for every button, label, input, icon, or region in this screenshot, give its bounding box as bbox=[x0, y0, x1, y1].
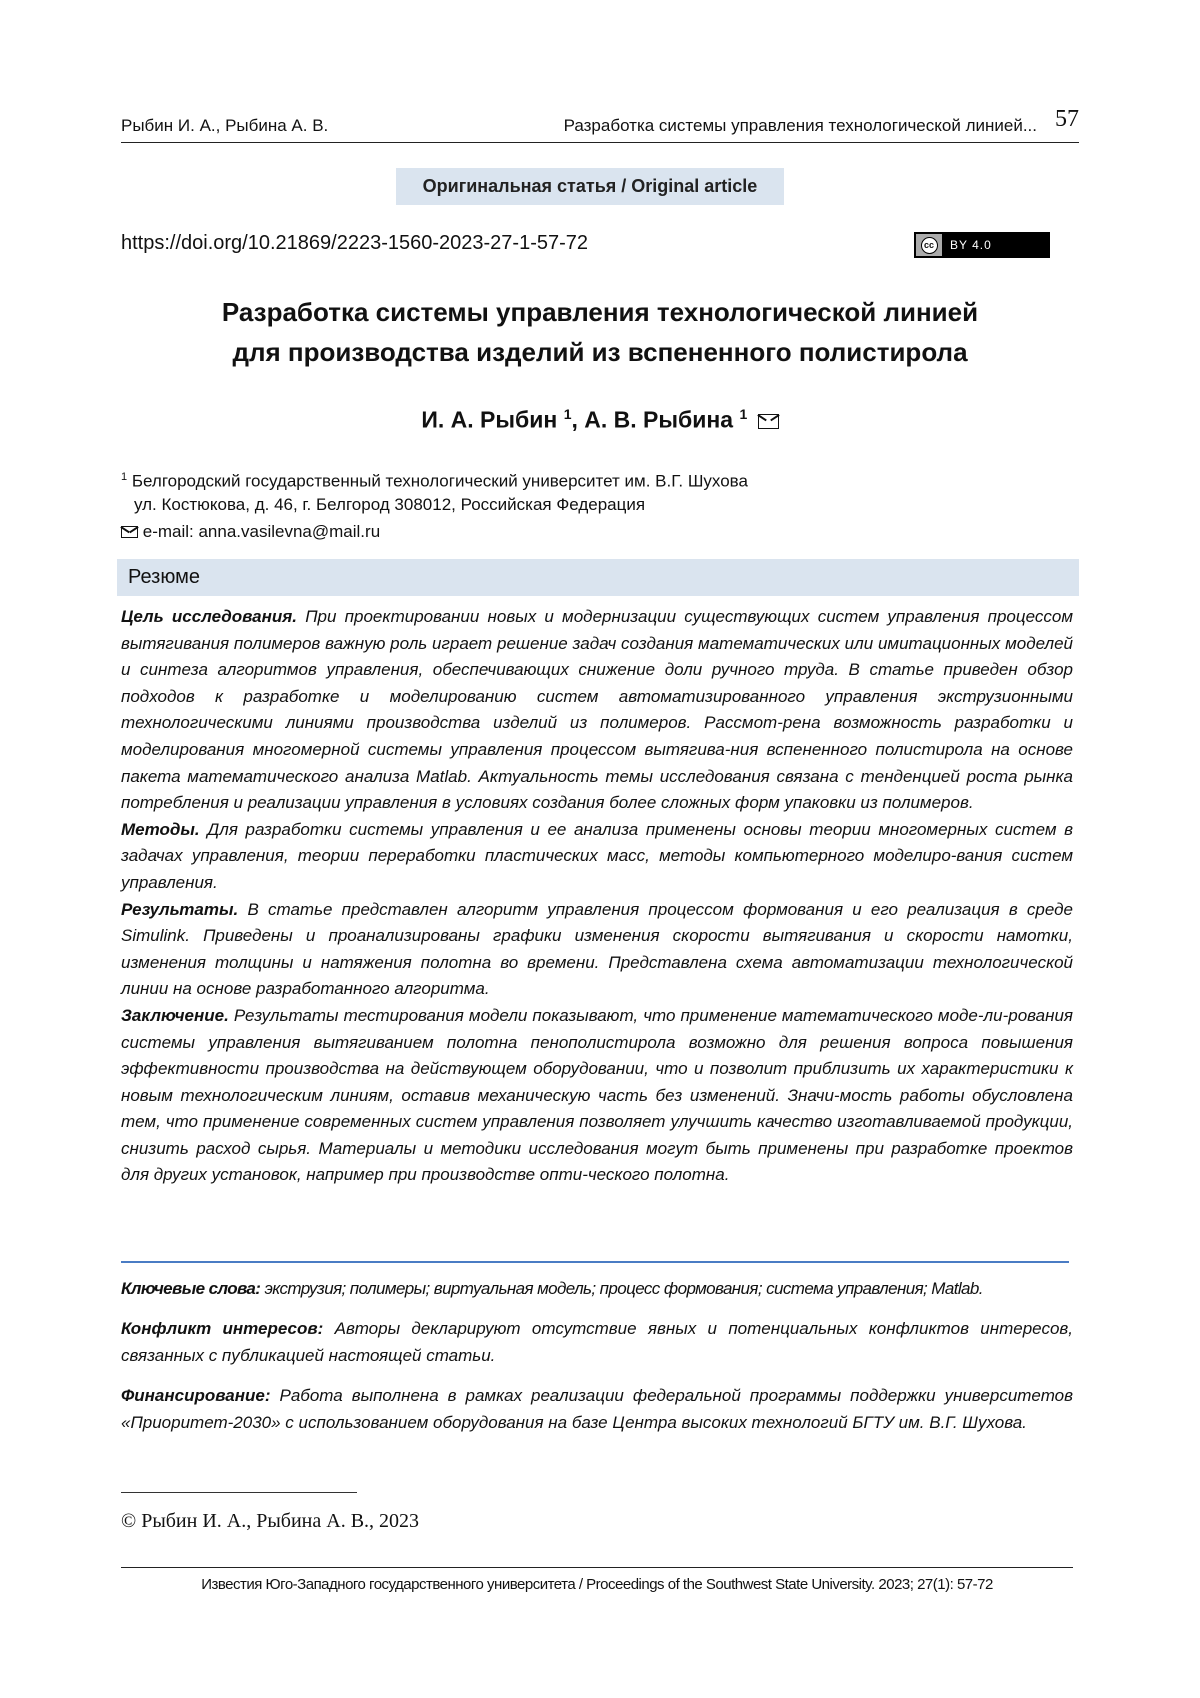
article-type-badge: Оригинальная статья / Original article bbox=[396, 168, 784, 205]
cc-logo-icon bbox=[916, 234, 942, 256]
abstract-conclusion-text: Результаты тестирования модели показывают, что применение математического моде-ли-рования системы управления вытягиванием полотна пенополистирола возможно для решения вопроса повышения эффективности производства на действующем оборудовании, что и позволит приблизить их характеристики к новым технологическим линиям, оставив механическую часть без изменений. Значи-мость работы обусловлена тем, что применение современных систем управления позволяет улучшить качество изготавливаемой продукции, снизить расход сырья. Материалы и методики исследования могут быть применены при разработке проектов для других установок, например при производстве опти-ческого полотна. bbox=[121, 1005, 1073, 1185]
funding bbox=[121, 1383, 1073, 1436]
abstract-methods bbox=[121, 817, 1073, 897]
author-name-2: А. В. Рыбина bbox=[584, 406, 734, 433]
footnote-divider bbox=[121, 1492, 357, 1493]
doi-link[interactable]: https://doi.org/10.21869/2223-1560-2023-27-1-57-72 bbox=[121, 232, 589, 254]
author-affil-sup-1: 1 bbox=[563, 406, 572, 422]
conflict-of-interest bbox=[121, 1316, 1073, 1369]
affiliation-line1: Белгородский государственный технологический университет им. В.Г. Шухова bbox=[131, 471, 748, 491]
author-affil-sup-2: 1 bbox=[739, 406, 748, 422]
author-name-1: И. А. Рыбин bbox=[421, 406, 558, 433]
journal-footer: Известия Юго-Западного государственного университета / Proceedings of the Southwest State University. 2023; 27(1): 57-72 bbox=[201, 1576, 993, 1593]
page-number: 57 bbox=[1055, 106, 1079, 132]
abstract-conclusion bbox=[121, 1003, 1073, 1189]
conflict-label: Конфликт интересов: bbox=[121, 1319, 324, 1338]
affiliation-line2: ул. Костюкова, д. 46, г. Белгород 308012, Российская Федерация bbox=[134, 494, 646, 514]
affiliation-sup: 1 bbox=[121, 471, 128, 483]
article-title bbox=[121, 292, 1079, 372]
article-title-line1: Разработка системы управления технологической линией bbox=[221, 297, 979, 327]
funding-text: Работа выполнена в рамках реализации федеральной программы поддержки университетов «Приоритет-2030» с использованием оборудования на базе Центра высоких технологий БГТУ им. В.Г. Шухова. bbox=[121, 1386, 1073, 1432]
abstract-goal bbox=[121, 604, 1073, 817]
abstract-methods-text: Для разработки системы управления и ее анализа применены основы теории многомерных систем в задачах управления, теории переработки пластических масс, методы компьютерного моделиро-вания систем управления. bbox=[121, 819, 1073, 892]
abstract-methods-label: Методы. bbox=[121, 819, 200, 839]
keywords-text: экструзия; полимеры; виртуальная модель; процесс формования; система управления; Matlab. bbox=[260, 1279, 983, 1298]
affiliation bbox=[121, 466, 748, 516]
abstract-goal-label: Цель исследования. bbox=[121, 607, 298, 626]
resume-heading: Резюме bbox=[128, 566, 200, 588]
abstract-goal-text: При проектировании новых и модернизации существующих систем управления процессом вытягивания полимеров важную роль играет решение задач создания математических или имитационных моделей и синтеза алгоритмов управления, обеспечивающих снижение доли ручного труда. В статье приведен обзор подходов к разработке и моделированию систем автоматизированного управления экструзионными технологическими линиями производства изделий из полимеров. Рассмот-рена возможность разработки и моделирования многомерной системы управления процессом вытягива-ния вспененного полистирола на основе пакета математического анализа Matlab. Актуальность темы исследования связана с тенденцией роста рынка потребления и реализации управления в условиях создания более сложных форм упаковки из полимеров. bbox=[121, 607, 1073, 813]
author-separator: , bbox=[571, 406, 585, 433]
author-list bbox=[121, 406, 1079, 434]
copyright: © Рыбин И. А., Рыбина А. В., 2023 bbox=[121, 1510, 420, 1532]
running-header-title: Разработка системы управления технологической линией... bbox=[563, 116, 1037, 135]
running-header-authors: Рыбин И. А., Рыбина А. В. bbox=[121, 116, 329, 135]
cc-license-badge[interactable] bbox=[914, 232, 1050, 258]
abstract-conclusion-label: Заключение. bbox=[121, 1005, 229, 1025]
contact-email bbox=[121, 522, 380, 542]
keywords bbox=[121, 1276, 1073, 1303]
keywords-label: Ключевые слова: bbox=[121, 1279, 261, 1298]
article-title-line2: для производства изделий из вспененного полистирола bbox=[232, 337, 968, 367]
abstract bbox=[121, 604, 1073, 1189]
resume-heading-bar bbox=[117, 559, 1079, 596]
section-divider bbox=[121, 1261, 1069, 1263]
abstract-results-text: В статье представлен алгоритм управления процессом формования и его реализация в среде Simulink. Приведены и проанализированы графики изменения скорости вытягивания и скорости намотки, изменения толщины и натяжения полотна во времени. Представлена схема автоматизации технологической линии на основе разработанного алгоритма. bbox=[121, 899, 1073, 999]
envelope-icon[interactable] bbox=[758, 414, 779, 429]
funding-label: Финансирование: bbox=[121, 1386, 271, 1405]
cc-logo-text: cc bbox=[921, 237, 938, 254]
abstract-results bbox=[121, 897, 1073, 1003]
email-text[interactable]: e-mail: anna.vasilevna@mail.ru bbox=[142, 522, 381, 541]
abstract-results-label: Результаты. bbox=[121, 899, 239, 919]
conflict-text: Авторы декларируют отсутствие явных и потенциальных конфликтов интересов, связанных с публикацией настоящей статьи. bbox=[121, 1319, 1074, 1365]
envelope-icon bbox=[121, 526, 138, 538]
license-text: BY 4.0 bbox=[942, 234, 1048, 256]
running-header bbox=[121, 106, 1079, 143]
footer-divider bbox=[121, 1567, 1073, 1568]
